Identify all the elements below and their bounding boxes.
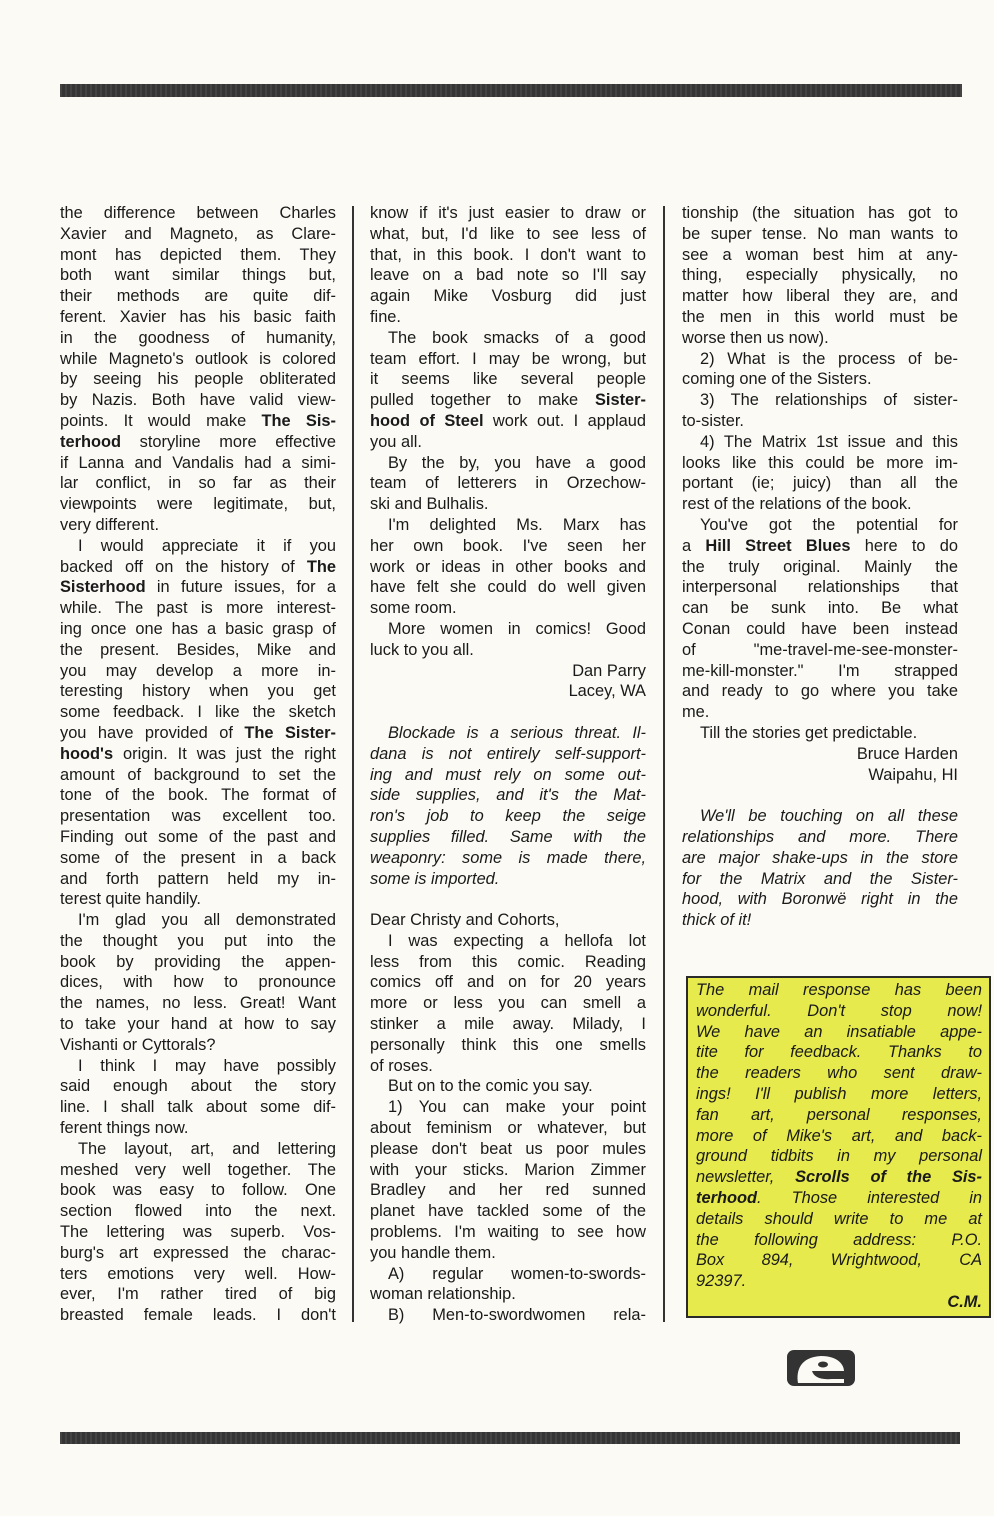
- text-line: viewpoints were legitimate, but,: [60, 495, 336, 514]
- text-line: dices, with how to pronounce: [60, 973, 336, 992]
- bold-title: terhood: [60, 432, 122, 451]
- text-line: it seems like several people: [370, 370, 646, 389]
- text-line: Bradley and her red sunned: [370, 1181, 646, 1200]
- text-line: tone of the book. The format of: [60, 786, 336, 805]
- text-line: portant (ie; juicy) than all the: [682, 474, 958, 493]
- column-divider: [352, 206, 354, 1322]
- text-line: you may develop a more in-: [60, 661, 336, 680]
- text-line: me-kill-monster." I'm strapped: [682, 661, 958, 680]
- text-line: matter how liberal they are, and: [682, 287, 958, 306]
- text-line: the difference between Charles: [60, 204, 336, 222]
- text-line: hood of Steel work out. I applaud: [370, 411, 646, 430]
- text-line: Xavier and Magneto, as Clare-: [60, 224, 336, 243]
- text-line: Bruce Harden: [856, 744, 958, 763]
- text-line: terest quite handily.: [60, 890, 201, 909]
- text-line: her own book. I've seen her: [370, 536, 646, 555]
- text-line: tionship (the situation has got to: [682, 204, 958, 222]
- text-line: me.: [682, 703, 710, 722]
- text-line: some feedback. I like the sketch: [60, 703, 336, 722]
- text-line: are major shake-ups in the store: [682, 848, 958, 867]
- paragraph: [682, 432, 958, 515]
- text-line: ferent things now.: [60, 1119, 189, 1138]
- text-line: of roses.: [370, 1056, 433, 1075]
- text-line: worse then us now).: [682, 328, 829, 347]
- bold-title: The Sister-: [244, 723, 336, 742]
- paragraph: [682, 349, 958, 391]
- text-line: teresting history when you get: [60, 682, 336, 701]
- bottom-rule-bar: [60, 1432, 960, 1444]
- text-line: coming one of the Sisters.: [682, 370, 872, 389]
- text-line: to-sister.: [682, 411, 744, 430]
- editor-reply: [370, 723, 646, 889]
- text-line: by Nazis. Both have valid view-: [60, 391, 336, 410]
- text-line: 1) You can make your point: [388, 1098, 646, 1117]
- text-line: personally think this one smells: [370, 1035, 646, 1054]
- eclipse-e-logo-icon: [786, 1349, 856, 1387]
- bold-title: hood of Steel: [370, 411, 484, 430]
- text-line: the truly original. Mainly the: [682, 557, 958, 576]
- text-line: some of the present in a back: [60, 848, 336, 867]
- text-line: presentation was excellent too.: [60, 807, 336, 826]
- text-line: for the Matrix and the Sister-: [682, 869, 958, 888]
- text-line: Vishanti or Cyttorals?: [60, 1035, 216, 1054]
- text-line: Finding out some of the past and: [60, 827, 336, 846]
- text-line: book was easy to follow. One: [60, 1181, 336, 1200]
- text-line: luck to you all.: [370, 640, 474, 659]
- text-line: less from this comic. Reading: [370, 952, 646, 971]
- text-line: Dan Parry: [572, 661, 646, 680]
- letters-column-1: [60, 203, 336, 1326]
- text-line: you all.: [370, 432, 422, 451]
- text-line: while. The past is more interest-: [60, 599, 336, 618]
- paragraph: [370, 1097, 646, 1263]
- text-line: some room.: [370, 599, 457, 618]
- paragraph: [370, 515, 646, 619]
- text-line: ever, I'm rather tired of big: [60, 1285, 336, 1304]
- text-line: I'm delighted Ms. Marx has: [388, 515, 646, 534]
- text-line: breasted female leads. I don't: [60, 1306, 336, 1325]
- text-line: leave on a bad note so I'll say: [370, 266, 646, 285]
- text-line: line. I shall talk about some dif-: [60, 1098, 336, 1117]
- text-line: I would appreciate it if you: [78, 536, 336, 555]
- spacer: [682, 785, 958, 806]
- text-line: by seeing his people obliterated: [60, 370, 336, 389]
- text-line: You've got the potential for: [700, 515, 958, 534]
- bold-title: Sister-: [594, 391, 646, 410]
- text-line: ground tidbits in my personal: [696, 1147, 982, 1166]
- text-line: woman relationship.: [370, 1285, 516, 1304]
- paragraph: [682, 390, 958, 432]
- paragraph: [370, 1264, 646, 1306]
- text-line: Dear Christy and Cohorts,: [370, 911, 560, 930]
- text-line: Sisterhood in future issues, for a: [60, 578, 336, 597]
- text-line: burg's art expressed the charac-: [60, 1243, 336, 1262]
- text-line: stinker a mile away. Milady, I: [370, 1015, 646, 1034]
- text-line: ing and must rely on some out-: [370, 765, 646, 784]
- text-line: rest of the relations of the book.: [682, 495, 912, 514]
- text-line: know if it's just easier to draw or: [370, 204, 646, 222]
- text-line: weaponry: some is made there,: [370, 848, 646, 867]
- paragraph: [370, 453, 646, 515]
- text-line: Blockade is a serious threat. Il-: [388, 723, 646, 742]
- text-line: more or less you can smell a: [370, 994, 646, 1013]
- text-line: if Lanna and Vandalis had a simi-: [60, 453, 336, 472]
- text-line: More women in comics! Good: [388, 619, 646, 638]
- text-line: see a woman best him at any-: [682, 245, 958, 264]
- text-line: ron's job to keep the seige: [370, 807, 646, 826]
- paragraph: [682, 723, 958, 744]
- text-line: a Hill Street Blues here to do: [682, 536, 959, 555]
- text-line: I think I may have possibly: [78, 1056, 336, 1075]
- letters-column-3: [682, 203, 958, 931]
- text-line: section flowed into the next.: [60, 1202, 336, 1221]
- bold-title: Hill Street Blues: [705, 536, 851, 555]
- paragraph: [60, 910, 336, 1056]
- paragraph: [370, 328, 646, 453]
- paragraph: [370, 619, 646, 661]
- text-line: more of Mike's art, and back-: [696, 1126, 982, 1145]
- bold-title: terhood: [696, 1188, 758, 1207]
- text-line: backed off on the history of The: [60, 557, 336, 576]
- text-line: said enough about the story: [60, 1077, 336, 1096]
- text-line: the men in this world must be: [682, 307, 958, 326]
- text-line: supplies filled. Same with the: [370, 827, 646, 846]
- text-line: Box 894, Wrightwood, CA: [696, 1251, 982, 1270]
- text-line: and ready to go where you take: [682, 682, 958, 701]
- bold-title: Scrolls of the Sis-: [795, 1168, 982, 1187]
- text-line: and forth pattern held my in-: [60, 869, 336, 888]
- bold-title: hood's: [60, 744, 114, 763]
- text-line: team of letterers in Orzechow-: [370, 474, 646, 493]
- column-divider: [663, 206, 665, 1322]
- text-line: planet have tackled some of the: [370, 1202, 646, 1221]
- text-line: the present. Besides, Mike and: [60, 640, 336, 659]
- text-line: work or ideas in other books and: [370, 557, 646, 576]
- letter-signature: [682, 744, 958, 786]
- text-line: ski and Bulhalis.: [370, 495, 489, 514]
- text-line: I was expecting a hellofa lot: [388, 931, 646, 950]
- text-line: what, but, I'd like to see less of: [370, 224, 646, 243]
- text-line: can be sunk into. Be what: [682, 599, 958, 618]
- text-line: tite for feedback. Thanks to: [696, 1043, 982, 1062]
- text-line: their methods are quite dif-: [60, 287, 336, 306]
- text-line: be super tense. No man wants to: [682, 224, 958, 243]
- text-line: terhood storyline more effective: [60, 432, 336, 451]
- editor-note-text: [696, 980, 982, 1292]
- text-line: Lacey, WA: [568, 682, 646, 701]
- paragraph: [370, 931, 646, 1077]
- text-line: meshed very well together. The: [60, 1160, 336, 1179]
- text-line: while Magneto's outlook is colored: [60, 349, 336, 368]
- text-line: amount of background to set the: [60, 765, 336, 784]
- text-line: relationships and more. There: [682, 827, 958, 846]
- text-line: team effort. I may be wrong, but: [370, 349, 646, 368]
- text-line: points. It would make The Sis-: [60, 411, 336, 430]
- text-line: side supplies, and it's the Mat-: [370, 786, 646, 805]
- paragraph: [682, 515, 958, 723]
- text-line: very different.: [60, 515, 159, 534]
- text-line: B) Men-to-swordwomen rela-: [388, 1306, 646, 1325]
- text-line: ferent. Xavier has his basic faith: [60, 307, 336, 326]
- bold-title: The Sis-: [261, 411, 336, 430]
- text-line: to take your hand at how to say: [60, 1015, 336, 1034]
- text-line: ings! I'll publish more letters,: [696, 1084, 982, 1103]
- letter-signature: [370, 661, 646, 703]
- text-line: the thought you put into the: [60, 931, 336, 950]
- text-line: A) regular women-to-swords-: [388, 1264, 646, 1283]
- text-line: lar conflict, in so far as their: [60, 474, 336, 493]
- top-rule-bar: [60, 84, 962, 97]
- text-line: book by providing the appen-: [60, 952, 336, 971]
- text-line: you handle them.: [370, 1243, 496, 1262]
- text-line: The layout, art, and lettering: [78, 1139, 336, 1158]
- spacer: [370, 702, 646, 723]
- bold-title: The: [306, 557, 336, 576]
- paragraph: [60, 1056, 336, 1139]
- text-line: hood's origin. It was just the right: [60, 744, 336, 763]
- paragraph: [370, 1076, 646, 1097]
- text-line: the following address: P.O.: [696, 1230, 982, 1249]
- text-line: terhood. Those interested in: [696, 1188, 982, 1207]
- paragraph: [682, 203, 958, 349]
- text-line: Till the stories get predictable.: [700, 723, 918, 742]
- text-line: 4) The Matrix 1st issue and this: [700, 432, 958, 451]
- text-line: pulled together to make Sister-: [370, 391, 646, 410]
- text-line: dana is not entirely self-support-: [370, 744, 646, 763]
- text-line: 92397.: [696, 1272, 747, 1291]
- text-line: I'm glad you all demonstrated: [78, 911, 336, 930]
- text-line: Conan could have been instead: [682, 619, 958, 638]
- paragraph: [60, 1139, 336, 1326]
- paragraph: [60, 203, 336, 536]
- text-line: with your sticks. Marion Zimmer: [370, 1160, 646, 1179]
- text-line: We'll be touching on all these: [700, 807, 958, 826]
- paragraph: [60, 536, 336, 910]
- text-line: some is imported.: [370, 869, 500, 888]
- text-line: the readers who sent draw-: [696, 1064, 982, 1083]
- editor-signature: C.M.: [947, 1292, 982, 1311]
- text-line: about feminism or whatever, but: [370, 1119, 646, 1138]
- text-line: 2) What is the process of be-: [700, 349, 958, 368]
- text-line: ters emotions very well. How-: [60, 1264, 336, 1283]
- text-line: fan art, personal responses,: [696, 1105, 982, 1124]
- text-line: But on to the comic you say.: [388, 1077, 593, 1096]
- paragraph: [370, 203, 646, 328]
- text-line: Waipahu, HI: [868, 765, 958, 784]
- text-line: have felt she could do well given: [370, 578, 646, 597]
- text-line: By the by, you have a good: [388, 453, 646, 472]
- text-line: problems. I'm waiting to see how: [370, 1223, 646, 1242]
- text-line: again Mike Vosburg did just: [370, 287, 646, 306]
- text-line: wonderful. Don't stop now!: [696, 1001, 982, 1020]
- text-line: that, in this book. I don't want to: [370, 245, 646, 264]
- text-line: thing, especially physically, no: [682, 266, 958, 285]
- text-line: details should write to me at: [696, 1209, 982, 1228]
- paragraph: [370, 910, 646, 931]
- text-line: We have an insatiable appe-: [696, 1022, 982, 1041]
- text-line: both want similar things but,: [60, 266, 336, 285]
- spacer: [370, 889, 646, 910]
- text-line: interpersonal relationships that: [682, 578, 958, 597]
- text-line: The lettering was superb. Vos-: [60, 1223, 336, 1242]
- text-line: comics off and on for 20 years: [370, 973, 646, 992]
- text-line: looks like this could be more im-: [682, 453, 958, 472]
- text-line: of "me-travel-me-see-monster-: [682, 640, 958, 659]
- text-line: you have provided of The Sister-: [60, 723, 336, 742]
- paragraph: [370, 1305, 646, 1326]
- text-line: in the goodness of humanity,: [60, 328, 336, 347]
- text-line: the names, no less. Great! Want: [60, 994, 336, 1013]
- text-line: ing once one has a basic grasp of: [60, 619, 336, 638]
- text-line: newsletter, Scrolls of the Sis-: [696, 1168, 982, 1187]
- text-line: mont has depicted them. They: [60, 245, 336, 264]
- text-line: hood, with Boronwë right in the: [682, 890, 958, 909]
- editor-note-box: [686, 976, 991, 1318]
- text-line: thick of it!: [682, 911, 752, 930]
- editor-reply: [682, 806, 958, 931]
- bold-title: Sisterhood: [60, 578, 146, 597]
- text-line: The mail response has been: [696, 981, 982, 999]
- text-line: 3) The relationships of sister-: [700, 391, 958, 410]
- letters-column-2: [370, 203, 646, 1326]
- text-line: The book smacks of a good: [388, 328, 646, 347]
- text-line: please don't beat us poor mules: [370, 1139, 646, 1158]
- text-line: fine.: [370, 307, 401, 326]
